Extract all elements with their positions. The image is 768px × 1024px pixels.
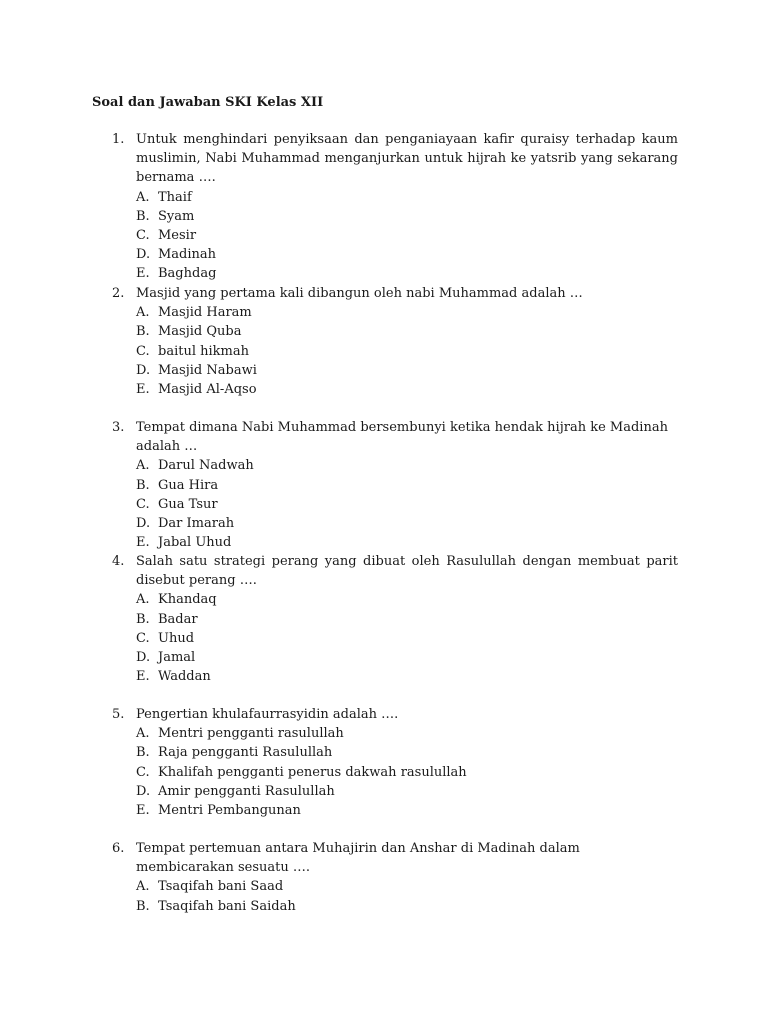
- option-letter: A.: [136, 458, 150, 474]
- option-letter: A.: [136, 592, 150, 608]
- options-list: [112, 877, 678, 915]
- options-list: [112, 590, 678, 686]
- option-b: [112, 207, 678, 226]
- option-letter: E.: [136, 669, 150, 685]
- question-text: Masjid yang pertama kali dibangun oleh nabi Muhammad adalah …: [136, 286, 583, 301]
- option-letter: B.: [136, 324, 150, 340]
- option-text: Waddan: [158, 669, 211, 685]
- option-letter: C.: [136, 764, 150, 780]
- option-text: Gua Tsur: [158, 496, 218, 512]
- question-number: 3.: [112, 420, 125, 435]
- option-text: Mentri pengganti rasulullah: [158, 726, 344, 742]
- option-letter: C.: [136, 343, 150, 359]
- option-a: [112, 188, 678, 207]
- option-letter: E.: [136, 535, 150, 551]
- option-a: [112, 303, 678, 322]
- option-c: [112, 629, 678, 648]
- option-a: [112, 456, 678, 475]
- question-header: [112, 418, 678, 456]
- question-number: 2.: [112, 286, 125, 301]
- option-b: [112, 610, 678, 629]
- option-e: [112, 380, 678, 399]
- option-letter: A.: [136, 189, 150, 205]
- option-d: [112, 514, 678, 533]
- option-letter: D.: [136, 516, 151, 532]
- option-letter: A.: [136, 726, 150, 742]
- question-6: [112, 839, 678, 916]
- question-2: [112, 284, 678, 399]
- option-text: baitul hikmah: [158, 343, 249, 359]
- document-title: Soal dan Jawaban SKI Kelas XII: [92, 95, 324, 110]
- option-b: [112, 476, 678, 495]
- options-list: [112, 188, 678, 284]
- option-text: Masjid Haram: [158, 305, 252, 321]
- option-text: Mesir: [158, 228, 197, 244]
- option-letter: D.: [136, 650, 151, 666]
- option-d: [112, 782, 678, 801]
- question-1: [112, 130, 678, 284]
- option-text: Baghdag: [158, 266, 217, 282]
- question-4: [112, 552, 678, 686]
- option-b: [112, 322, 678, 341]
- option-text: Tsaqifah bani Saad: [158, 879, 284, 895]
- options-list: [112, 303, 678, 399]
- option-letter: A.: [136, 305, 150, 321]
- option-d: [112, 245, 678, 264]
- question-header: [112, 552, 678, 590]
- option-e: [112, 667, 678, 686]
- option-text: Mentri Pembangunan: [158, 803, 301, 819]
- option-text: Masjid Quba: [158, 324, 242, 340]
- option-a: [112, 590, 678, 609]
- option-d: [112, 361, 678, 380]
- option-letter: D.: [136, 362, 151, 378]
- option-d: [112, 648, 678, 667]
- option-text: Gua Hira: [158, 477, 219, 493]
- question-number: 1.: [112, 132, 125, 147]
- question-number: 6.: [112, 841, 125, 856]
- options-list: [112, 456, 678, 552]
- option-letter: C.: [136, 630, 150, 646]
- question-text: Tempat dimana Nabi Muhammad bersembunyi ketika hendak hijrah ke Madinah adalah …: [136, 420, 668, 455]
- option-text: Raja pengganti Rasulullah: [158, 745, 333, 761]
- option-e: [112, 801, 678, 820]
- option-text: Uhud: [158, 630, 195, 646]
- option-letter: E.: [136, 266, 150, 282]
- option-text: Khalifah pengganti penerus dakwah rasulullah: [158, 764, 467, 780]
- option-c: [112, 226, 678, 245]
- question-header: [112, 705, 678, 724]
- option-letter: B.: [136, 477, 150, 493]
- option-text: Madinah: [158, 247, 217, 263]
- option-c: [112, 763, 678, 782]
- question-text: Pengertian khulafaurrasyidin adalah ….: [136, 707, 399, 722]
- option-text: Masjid Nabawi: [158, 362, 257, 378]
- question-3: [112, 418, 678, 552]
- option-b: [112, 743, 678, 762]
- option-e: [112, 264, 678, 283]
- question-header: [112, 284, 678, 303]
- option-letter: B.: [136, 745, 150, 761]
- question-number: 4.: [112, 554, 125, 569]
- option-text: Masjid Al-Aqso: [158, 382, 257, 398]
- question-text: Salah satu strategi perang yang dibuat oleh Rasulullah dengan membuat parit disebut perang ….: [136, 554, 678, 589]
- option-text: Darul Nadwah: [158, 458, 254, 474]
- option-text: Thaif: [158, 189, 192, 205]
- question-text: Untuk menghindari penyiksaan dan penganiayaan kafir quraisy terhadap kaum muslimin, Nabi Muhammad menganjurkan untuk hijrah ke yatsrib yang sekarang bernama ….: [136, 132, 678, 186]
- options-list: [112, 724, 678, 820]
- option-text: Jabal Uhud: [158, 535, 232, 551]
- option-text: Badar: [158, 611, 198, 627]
- option-c: [112, 495, 678, 514]
- question-header: [112, 839, 678, 877]
- option-c: [112, 342, 678, 361]
- option-text: Tsaqifah bani Saidah: [158, 898, 296, 914]
- option-text: Khandaq: [158, 592, 217, 608]
- option-letter: E.: [136, 803, 150, 819]
- option-text: Jamal: [158, 650, 196, 666]
- option-letter: D.: [136, 247, 151, 263]
- option-text: Amir pengganti Rasulullah: [158, 783, 335, 799]
- question-number: 5.: [112, 707, 125, 722]
- option-letter: A.: [136, 879, 150, 895]
- option-letter: E.: [136, 382, 150, 398]
- option-letter: C.: [136, 228, 150, 244]
- option-letter: C.: [136, 496, 150, 512]
- question-text: Tempat pertemuan antara Muhajirin dan Anshar di Madinah dalam membicarakan sesuatu ….: [136, 841, 580, 876]
- option-b: [112, 897, 678, 916]
- option-letter: B.: [136, 208, 150, 224]
- option-a: [112, 877, 678, 896]
- option-text: Syam: [158, 208, 195, 224]
- question-5: [112, 705, 678, 820]
- option-a: [112, 724, 678, 743]
- option-letter: B.: [136, 898, 150, 914]
- question-header: [112, 130, 678, 188]
- option-letter: D.: [136, 783, 151, 799]
- option-text: Dar Imarah: [158, 516, 235, 532]
- option-letter: B.: [136, 611, 150, 627]
- option-e: [112, 533, 678, 552]
